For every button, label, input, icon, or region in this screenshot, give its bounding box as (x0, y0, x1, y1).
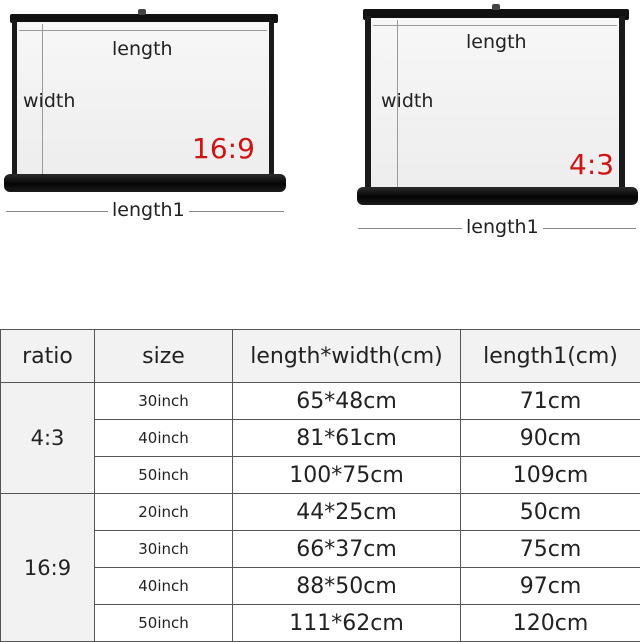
size-cell: 40inch (95, 420, 233, 457)
width-label: width (381, 90, 434, 112)
ratio-group-cell: 4:3 (1, 383, 95, 494)
length1-cell: 50cm (461, 494, 640, 531)
length-guide-line (373, 25, 617, 26)
table-row (1, 568, 640, 605)
length-label: length (466, 31, 527, 53)
size-cell: 50inch (95, 457, 233, 494)
table-row (1, 420, 640, 457)
screen-diagram-4-3 (355, 0, 640, 215)
size-cell: 20inch (95, 494, 233, 531)
ratio-group-cell: 16:9 (1, 494, 95, 642)
size-cell: 30inch (95, 383, 233, 420)
size-cell: 40inch (95, 568, 233, 605)
length-width-cell: 100*75cm (233, 457, 461, 494)
length1-cell: 75cm (461, 531, 640, 568)
size-cell: 30inch (95, 531, 233, 568)
length1-label: length1 (462, 216, 543, 238)
length-width-cell: 81*61cm (233, 420, 461, 457)
table-row (1, 605, 640, 642)
length1-cell: 97cm (461, 568, 640, 605)
header-size: size (95, 330, 233, 383)
screen-top-knob (492, 4, 500, 10)
header-ratio: ratio (1, 330, 95, 383)
ratio-label: 4:3 (569, 148, 615, 181)
table-row (1, 457, 640, 494)
length-label: length (112, 38, 173, 60)
table-header-row (1, 330, 640, 383)
length-width-cell: 88*50cm (233, 568, 461, 605)
table-row (1, 383, 640, 420)
table-row (1, 531, 640, 568)
header-length1: length1(cm) (461, 330, 640, 383)
ratio-label: 16:9 (192, 132, 255, 165)
screen-side-right (269, 20, 274, 176)
length1-cell: 71cm (461, 383, 640, 420)
size-spec-table (0, 329, 640, 642)
screen-side-right (619, 16, 625, 192)
screen-base (357, 187, 638, 205)
header-length-width: length*width(cm) (233, 330, 461, 383)
screen-diagram-16-9 (0, 0, 290, 200)
width-label: width (23, 90, 76, 112)
length1-cell: 109cm (461, 457, 640, 494)
size-cell: 50inch (95, 605, 233, 642)
length-width-cell: 44*25cm (233, 494, 461, 531)
length1-cell: 90cm (461, 420, 640, 457)
length-width-cell: 66*37cm (233, 531, 461, 568)
screen-top-knob (138, 9, 146, 15)
length-guide-line (19, 30, 267, 31)
table-row (1, 494, 640, 531)
length-width-cell: 65*48cm (233, 383, 461, 420)
length-width-cell: 111*62cm (233, 605, 461, 642)
length1-cell: 120cm (461, 605, 640, 642)
length1-label: length1 (108, 199, 189, 221)
screen-base (4, 174, 286, 192)
